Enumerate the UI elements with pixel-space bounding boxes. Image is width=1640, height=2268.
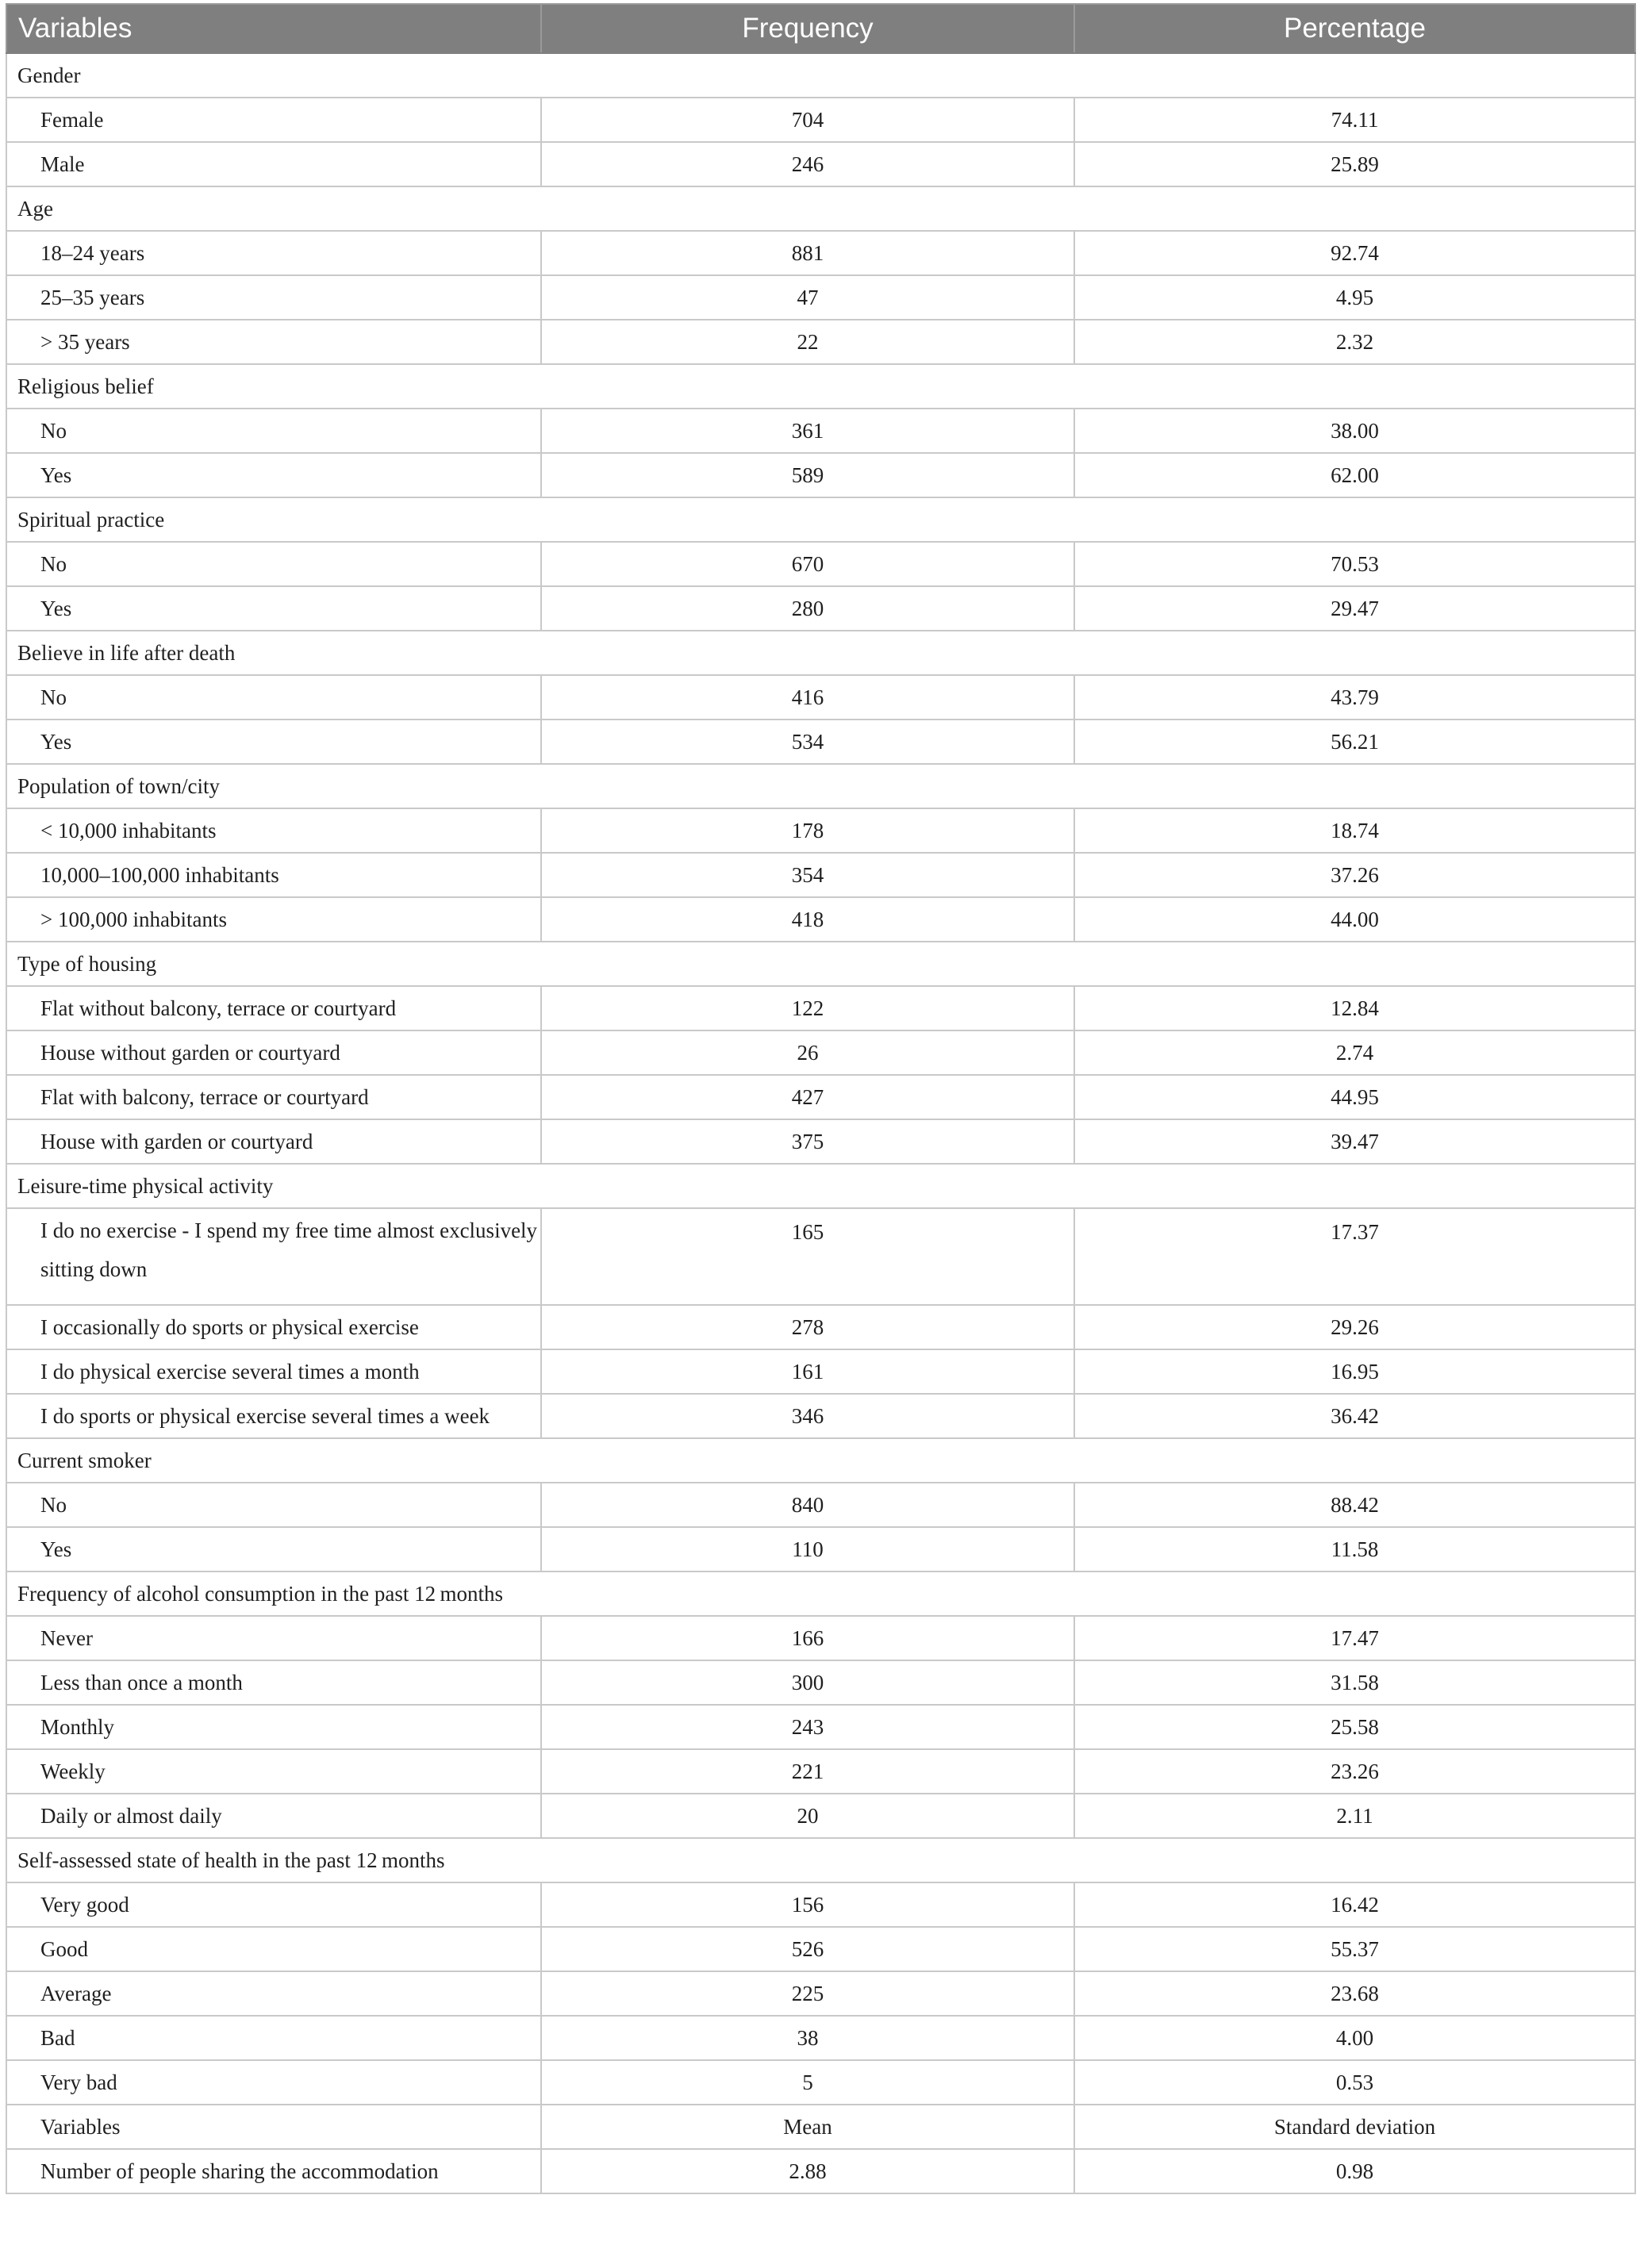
percentage-cell: 56.21 [1074, 720, 1635, 764]
group-label: Age [6, 186, 1635, 231]
table-header-row [6, 4, 1635, 53]
percentage-cell: 62.00 [1074, 453, 1635, 497]
percentage-cell: 18.74 [1074, 808, 1635, 853]
table-row [6, 142, 1635, 186]
table-row [6, 98, 1635, 142]
frequency-cell: 26 [541, 1030, 1074, 1075]
table-row [6, 1030, 1635, 1075]
row-label: House with garden or courtyard [6, 1119, 541, 1164]
group-row [6, 364, 1635, 409]
table-row [6, 808, 1635, 853]
frequency-cell: 704 [541, 98, 1074, 142]
percentage-cell: 17.47 [1074, 1616, 1635, 1660]
group-label: Gender [6, 53, 1635, 98]
subheader-row [6, 2105, 1635, 2149]
frequency-cell: 178 [541, 808, 1074, 853]
frequency-cell: 416 [541, 675, 1074, 720]
row-label: Good [6, 1927, 541, 1971]
table-row [6, 897, 1635, 942]
percentage-cell: 55.37 [1074, 1927, 1635, 1971]
table-row [6, 1794, 1635, 1838]
percentage-cell: 2.32 [1074, 320, 1635, 364]
table-row [6, 1971, 1635, 2016]
row-label: Flat with balcony, terrace or courtyard [6, 1075, 541, 1119]
frequency-cell: 20 [541, 1794, 1074, 1838]
frequency-cell: 346 [541, 1394, 1074, 1438]
frequency-cell: 221 [541, 1749, 1074, 1794]
frequency-cell: 166 [541, 1616, 1074, 1660]
table-row [6, 2149, 1635, 2193]
group-row [6, 497, 1635, 542]
percentage-cell: 25.89 [1074, 142, 1635, 186]
row-label: Number of people sharing the accommodation [6, 2149, 541, 2193]
frequency-cell: 526 [541, 1927, 1074, 1971]
percentage-cell: 44.00 [1074, 897, 1635, 942]
percentage-cell: 37.26 [1074, 853, 1635, 897]
row-label: < 10,000 inhabitants [6, 808, 541, 853]
table-row [6, 1616, 1635, 1660]
frequency-cell: 361 [541, 409, 1074, 453]
frequency-cell: 161 [541, 1349, 1074, 1394]
table-row [6, 1882, 1635, 1927]
row-label: Yes [6, 1527, 541, 1571]
table-row [6, 853, 1635, 897]
percentage-cell: 29.47 [1074, 586, 1635, 631]
row-label: > 35 years [6, 320, 541, 364]
row-label: Female [6, 98, 541, 142]
row-label: Daily or almost daily [6, 1794, 541, 1838]
frequency-cell: 122 [541, 986, 1074, 1030]
row-label: Less than once a month [6, 1660, 541, 1705]
row-label: Yes [6, 720, 541, 764]
percentage-cell: 23.68 [1074, 1971, 1635, 2016]
table-row [6, 1349, 1635, 1394]
percentage-cell: 23.26 [1074, 1749, 1635, 1794]
header-frequency: Frequency [541, 4, 1074, 53]
percentage-cell: 43.79 [1074, 675, 1635, 720]
row-label: Monthly [6, 1705, 541, 1749]
table-row [6, 542, 1635, 586]
percentage-cell: 16.95 [1074, 1349, 1635, 1394]
table-row [6, 1527, 1635, 1571]
percentage-cell: 16.42 [1074, 1882, 1635, 1927]
percentage-cell: 4.00 [1074, 2016, 1635, 2060]
table-row [6, 231, 1635, 275]
frequency-cell: 354 [541, 853, 1074, 897]
group-label: Believe in life after death [6, 631, 1635, 675]
row-label: Very good [6, 1882, 541, 1927]
table-row [6, 1208, 1635, 1305]
percentage-cell: 38.00 [1074, 409, 1635, 453]
row-label: I occasionally do sports or physical exercise [6, 1305, 541, 1349]
subheader-mean: Mean [541, 2105, 1074, 2149]
row-label: Weekly [6, 1749, 541, 1794]
frequency-cell: 427 [541, 1075, 1074, 1119]
table-row [6, 2016, 1635, 2060]
percentage-cell: 92.74 [1074, 231, 1635, 275]
frequency-cell: 375 [541, 1119, 1074, 1164]
table-row [6, 1119, 1635, 1164]
group-label: Religious belief [6, 364, 1635, 409]
frequency-cell: 280 [541, 586, 1074, 631]
row-label: I do physical exercise several times a month [6, 1349, 541, 1394]
table-row [6, 1660, 1635, 1705]
frequency-cell: 881 [541, 231, 1074, 275]
percentage-cell: 11.58 [1074, 1527, 1635, 1571]
group-label: Current smoker [6, 1438, 1635, 1483]
table-row [6, 586, 1635, 631]
table-row [6, 453, 1635, 497]
percentage-cell: 0.53 [1074, 2060, 1635, 2105]
frequency-cell: 165 [541, 1208, 1074, 1305]
frequency-cell: 225 [541, 1971, 1074, 2016]
row-label: No [6, 1483, 541, 1527]
table-row [6, 986, 1635, 1030]
row-label: Yes [6, 586, 541, 631]
percentage-cell: 44.95 [1074, 1075, 1635, 1119]
percentage-cell: 39.47 [1074, 1119, 1635, 1164]
row-label: No [6, 542, 541, 586]
descriptive-statistics-table [6, 3, 1636, 2194]
percentage-cell: 4.95 [1074, 275, 1635, 320]
percentage-cell: 31.58 [1074, 1660, 1635, 1705]
percentage-cell: 88.42 [1074, 1483, 1635, 1527]
group-row [6, 631, 1635, 675]
frequency-cell: 300 [541, 1660, 1074, 1705]
frequency-cell: 246 [541, 142, 1074, 186]
row-label: Never [6, 1616, 541, 1660]
frequency-cell: 38 [541, 2016, 1074, 2060]
frequency-cell: 243 [541, 1705, 1074, 1749]
group-label: Spiritual practice [6, 497, 1635, 542]
row-label: Average [6, 1971, 541, 2016]
table-row [6, 275, 1635, 320]
row-label: I do sports or physical exercise several times a week [6, 1394, 541, 1438]
table-row [6, 1483, 1635, 1527]
group-row [6, 53, 1635, 98]
row-label: No [6, 675, 541, 720]
row-label: House without garden or courtyard [6, 1030, 541, 1075]
row-label: I do no exercise - I spend my free time almost exclusively sitting down [6, 1208, 541, 1305]
row-label: Flat without balcony, terrace or courtyard [6, 986, 541, 1030]
header-percentage: Percentage [1074, 4, 1635, 53]
table-row [6, 720, 1635, 764]
table-row [6, 1927, 1635, 1971]
frequency-cell: 418 [541, 897, 1074, 942]
table-row [6, 675, 1635, 720]
table-row [6, 2060, 1635, 2105]
percentage-cell: 74.11 [1074, 98, 1635, 142]
table-row [6, 320, 1635, 364]
percentage-cell: 2.74 [1074, 1030, 1635, 1075]
row-label: Bad [6, 2016, 541, 2060]
group-row [6, 1571, 1635, 1616]
row-label: > 100,000 inhabitants [6, 897, 541, 942]
mean-cell: 2.88 [541, 2149, 1074, 2193]
table-row [6, 409, 1635, 453]
group-row [6, 764, 1635, 808]
sd-cell: 0.98 [1074, 2149, 1635, 2193]
subheader-sd: Standard deviation [1074, 2105, 1635, 2149]
frequency-cell: 534 [541, 720, 1074, 764]
subheader-variables: Variables [6, 2105, 541, 2149]
table-row [6, 1394, 1635, 1438]
table-row [6, 1305, 1635, 1349]
table-row [6, 1749, 1635, 1794]
percentage-cell: 2.11 [1074, 1794, 1635, 1838]
frequency-cell: 110 [541, 1527, 1074, 1571]
group-row [6, 1838, 1635, 1882]
percentage-cell: 12.84 [1074, 986, 1635, 1030]
percentage-cell: 29.26 [1074, 1305, 1635, 1349]
percentage-cell: 36.42 [1074, 1394, 1635, 1438]
frequency-cell: 156 [541, 1882, 1074, 1927]
frequency-cell: 47 [541, 275, 1074, 320]
group-row [6, 186, 1635, 231]
group-label: Leisure-time physical activity [6, 1164, 1635, 1208]
group-row [6, 1164, 1635, 1208]
frequency-cell: 670 [541, 542, 1074, 586]
row-label: 10,000–100,000 inhabitants [6, 853, 541, 897]
group-row [6, 942, 1635, 986]
group-label: Type of housing [6, 942, 1635, 986]
group-label: Population of town/city [6, 764, 1635, 808]
percentage-cell: 25.58 [1074, 1705, 1635, 1749]
group-label: Self-assessed state of health in the past 12 months [6, 1838, 1635, 1882]
percentage-cell: 17.37 [1074, 1208, 1635, 1305]
table-row [6, 1705, 1635, 1749]
percentage-cell: 70.53 [1074, 542, 1635, 586]
frequency-cell: 589 [541, 453, 1074, 497]
frequency-cell: 5 [541, 2060, 1074, 2105]
row-label: 18–24 years [6, 231, 541, 275]
table-row [6, 1075, 1635, 1119]
row-label: 25–35 years [6, 275, 541, 320]
header-variables: Variables [6, 4, 541, 53]
row-label: No [6, 409, 541, 453]
group-label: Frequency of alcohol consumption in the past 12 months [6, 1571, 1635, 1616]
table-body [6, 53, 1635, 2193]
frequency-cell: 22 [541, 320, 1074, 364]
row-label: Very bad [6, 2060, 541, 2105]
row-label: Yes [6, 453, 541, 497]
frequency-cell: 278 [541, 1305, 1074, 1349]
frequency-cell: 840 [541, 1483, 1074, 1527]
group-row [6, 1438, 1635, 1483]
row-label: Male [6, 142, 541, 186]
